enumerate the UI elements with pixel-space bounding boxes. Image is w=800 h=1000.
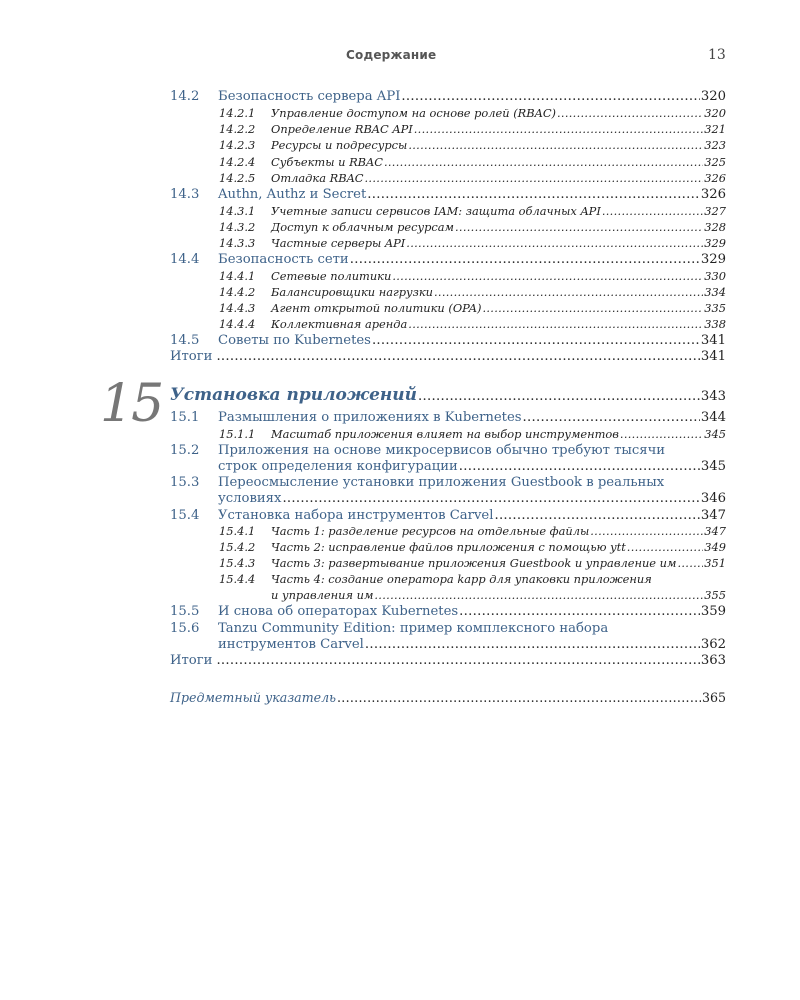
toc-subsection-14-3-3[interactable]: 14.3.3 Частные серверы API ..... 329 — [219, 236, 726, 250]
toc-subsection-15-4-2[interactable]: 15.4.2 Часть 2: исправление файлов приложения с помощью ytt ..... 349 — [219, 540, 726, 554]
chapter-title: Установка приложений — [170, 385, 417, 405]
toc-summary-14[interactable]: Итоги ..... 341 — [170, 349, 726, 364]
toc-section-15-3[interactable]: 15.3 Переосмысление установки приложения Guestbook в реальных — [170, 475, 665, 490]
toc-section-14-3[interactable]: 14.3 Authn, Authz и Secret ..... 326 — [170, 187, 726, 202]
toc-subsection-14-3-2[interactable]: 14.3.2 Доступ к облачным ресурсам ..... 328 — [219, 220, 726, 234]
toc-subsection-15-4-1[interactable]: 15.4.1 Часть 1: разделение ресурсов на отдельные файлы ..... 347 — [219, 524, 726, 538]
toc-subsection-14-4-3[interactable]: 14.4.3 Агент открытой политики (OPA) ..... 335 — [219, 301, 726, 315]
toc-subsection-15-4-4[interactable]: 15.4.4 Часть 4: создание оператора kapp для упаковки приложения — [219, 572, 652, 586]
toc-section-14-5[interactable]: 14.5 Советы по Kubernetes ..... 341 — [170, 333, 726, 348]
toc-section-15-6-continued[interactable]: инструментов Carvel ..... 362 — [218, 637, 726, 652]
toc-subsection-14-2-1[interactable]: 14.2.1 Управление доступом на основе ролей (RBAC) ..... 320 — [219, 106, 726, 120]
toc-subsection-15-4-4-continued[interactable]: и управления им ..... 355 — [271, 588, 726, 602]
toc-chapter-15[interactable]: Установка приложений ..... 343 — [170, 385, 726, 405]
toc-summary-15[interactable]: Итоги ..... 363 — [170, 653, 726, 668]
toc-subsection-14-2-4[interactable]: 14.2.4 Субъекты и RBAC ..... 325 — [219, 155, 726, 169]
toc-subsection-14-4-4[interactable]: 14.4.4 Коллективная аренда ..... 338 — [219, 317, 726, 331]
toc-section-14-4[interactable]: 14.4 Безопасность сети ..... 329 — [170, 252, 726, 267]
toc-section-15-4[interactable]: 15.4 Установка набора инструментов Carvel ..... 347 — [170, 508, 726, 523]
toc-section-15-6[interactable]: 15.6 Tanzu Community Edition: пример комплексного набора — [170, 621, 609, 636]
toc-subsection-15-1-1[interactable]: 15.1.1 Масштаб приложения влияет на выбор инструментов ..... 345 — [219, 427, 726, 441]
toc-subsection-14-2-5[interactable]: 14.2.5 Отладка RBAC ..... 326 — [219, 171, 726, 185]
running-title: Содержание — [346, 48, 437, 62]
toc-subsection-14-4-2[interactable]: 14.4.2 Балансировщики нагрузки ..... 334 — [219, 285, 726, 299]
toc-section-15-1[interactable]: 15.1 Размышления о приложениях в Kubernetes ..... 344 — [170, 410, 726, 425]
toc-section-15-2-continued[interactable]: строк определения конфигурации ..... 345 — [218, 459, 726, 474]
toc-section-15-5[interactable]: 15.5 И снова об операторах Kubernetes ..... 359 — [170, 604, 726, 619]
toc-subsection-14-2-2[interactable]: 14.2.2 Определение RBAC API ..... 321 — [219, 122, 726, 136]
toc-section-14-2[interactable]: 14.2 Безопасность сервера API ..... 320 — [170, 89, 726, 104]
toc-section-15-2[interactable]: 15.2 Приложения на основе микросервисов обычно требуют тысячи — [170, 443, 666, 458]
page-number: 13 — [708, 47, 726, 63]
toc-subject-index[interactable]: Предметный указатель ..... 365 — [170, 690, 726, 705]
toc-subsection-14-3-1[interactable]: 14.3.1 Учетные записи сервисов IAM: защита облачных API ..... 327 — [219, 204, 726, 218]
toc-subsection-14-2-3[interactable]: 14.2.3 Ресурсы и подресурсы ..... 323 — [219, 138, 726, 152]
chapter-number: 15 — [100, 374, 163, 434]
toc-section-15-3-continued[interactable]: условиях ..... 346 — [218, 491, 726, 506]
toc-subsection-15-4-3[interactable]: 15.4.3 Часть 3: развертывание приложения Guestbook и управление им ..... 351 — [219, 556, 726, 570]
toc-subsection-14-4-1[interactable]: 14.4.1 Сетевые политики ..... 330 — [219, 269, 726, 283]
